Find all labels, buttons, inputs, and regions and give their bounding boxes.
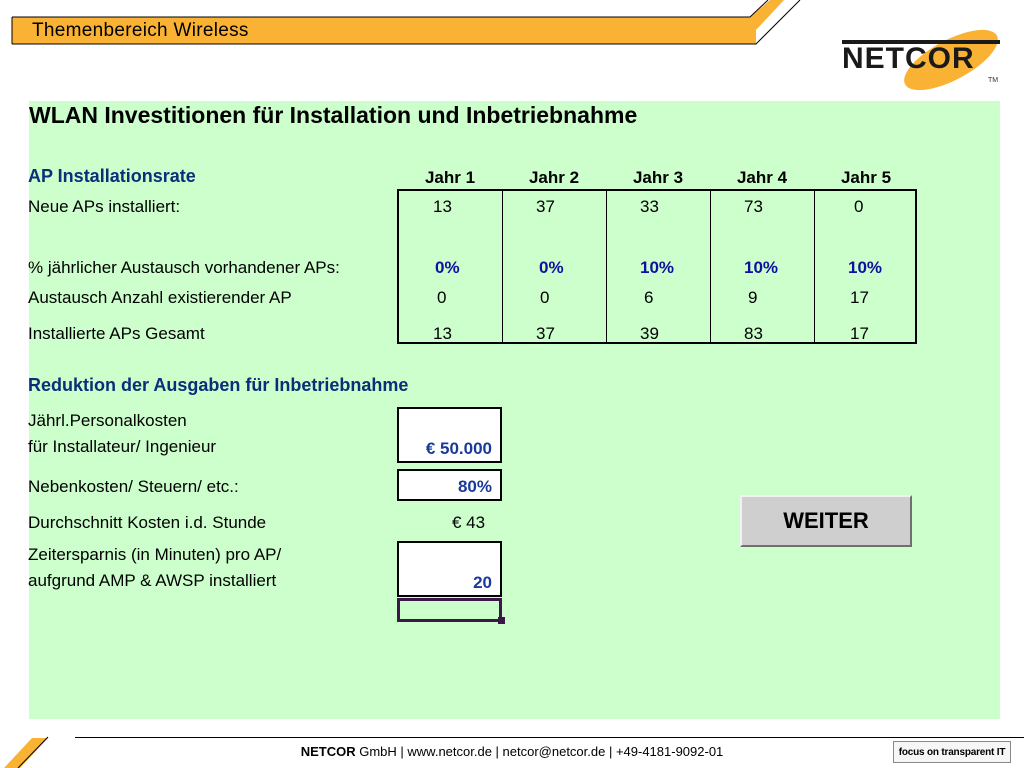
footer-tagline: focus on transparent IT: [893, 741, 1011, 763]
replacement-pct-year-4[interactable]: 10%: [744, 258, 779, 277]
total-year-1: 13: [433, 324, 452, 343]
time-saving-input[interactable]: [397, 541, 502, 597]
replacement-pct-year-2[interactable]: 0%: [539, 258, 564, 277]
total-year-3: 39: [640, 324, 659, 343]
fill-handle[interactable]: [498, 617, 505, 624]
time-saving-label-line1: Zeitersparnis (in Minuten) pro AP/: [28, 545, 282, 564]
section-heading-installation: AP Installationsrate: [28, 166, 196, 186]
row-label-replacement-pct: % jährlicher Austausch vorhandener APs:: [28, 258, 340, 277]
replacement-count-year-4: 9: [748, 288, 758, 307]
total-year-2: 37: [536, 324, 555, 343]
replacement-count-year-5: 17: [850, 288, 869, 307]
new-aps-year-4[interactable]: 73: [744, 197, 763, 216]
replacement-count-year-3: 6: [644, 288, 654, 307]
hourly-cost-label: Durchschnitt Kosten i.d. Stunde: [28, 513, 267, 532]
row-label-new-aps: Neue APs installiert:: [28, 197, 181, 216]
replacement-count-year-2: 0: [540, 288, 550, 307]
weiter-button[interactable]: WEITER: [740, 495, 912, 547]
footer-divider: [75, 737, 1024, 738]
new-aps-year-5[interactable]: 0: [854, 197, 864, 216]
col-header-year-3: Jahr 3: [632, 168, 684, 187]
footer-info: [0, 744, 1024, 759]
logo-wordmark: NETCOR: [842, 42, 975, 75]
netcor-logo: [838, 26, 1008, 96]
overhead-value: 80%: [457, 477, 492, 496]
hourly-cost-value: € 43: [452, 513, 486, 532]
footer-contact: GmbH | www.netcor.de | netcor@netcor.de | +49-4181-9092-01: [355, 744, 724, 759]
total-year-4: 83: [744, 324, 763, 343]
footer-company: NETCOR: [300, 744, 356, 759]
page-title: WLAN Investitionen für Installation und Inbetriebnahme: [29, 102, 638, 128]
personnel-label-line1: Jährl.Personalkosten: [28, 411, 187, 430]
header-title: Themenbereich Wireless: [32, 20, 249, 41]
new-aps-year-3[interactable]: 33: [640, 197, 659, 216]
col-header-year-4: Jahr 4: [736, 168, 788, 187]
selected-cell[interactable]: [397, 598, 502, 622]
row-label-total: Installierte APs Gesamt: [28, 324, 205, 343]
installation-table: [397, 189, 917, 344]
row-label-replacement-count: Austausch Anzahl existierender AP: [28, 288, 292, 307]
time-saving-label-line2: aufgrund AMP & AWSP installiert: [28, 571, 277, 590]
col-header-year-2: Jahr 2: [528, 168, 580, 187]
personnel-cost-input[interactable]: [397, 407, 502, 463]
time-saving-value: 20: [473, 573, 492, 592]
replacement-pct-year-3[interactable]: 10%: [640, 258, 675, 277]
col-header-year-5: Jahr 5: [840, 168, 892, 187]
replacement-pct-year-5[interactable]: 10%: [848, 258, 883, 277]
logo-tm: TM: [988, 77, 999, 84]
overhead-label: Nebenkosten/ Steuern/ etc.:: [28, 477, 239, 496]
new-aps-year-1[interactable]: 13: [433, 197, 452, 216]
personnel-label-line2: für Installateur/ Ingenieur: [28, 437, 217, 456]
personnel-cost-value: € 50.000: [425, 439, 492, 458]
col-header-year-1: Jahr 1: [424, 168, 476, 187]
section-heading-reduction: Reduktion der Ausgaben für Inbetriebnahme: [28, 375, 409, 395]
replacement-count-year-1: 0: [437, 288, 447, 307]
total-year-5: 17: [850, 324, 869, 343]
replacement-pct-year-1[interactable]: 0%: [435, 258, 460, 277]
new-aps-year-2[interactable]: 37: [536, 197, 555, 216]
overhead-input[interactable]: [397, 469, 502, 501]
